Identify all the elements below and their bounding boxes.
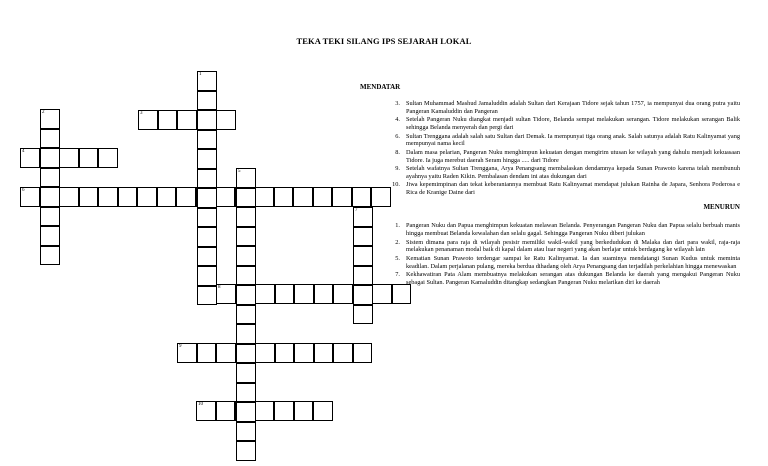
clue-text: Sistem dimana para raja di wilayah pesisir memiliki wakil-wakil yang berkedudukan di Malaka dan dari para wakil, raja-raja melakukan penanaman modal baik di kapal dalam atau luar negeri yang akan berlajar untuk berdagang ke wilayah lain xyxy=(406,238,740,254)
grid-cell[interactable] xyxy=(176,187,196,207)
clue-text: Kekhawatiran Pata Alam membuatnya melakukan serangan atas dukungan Belanda ke daerah yang mengakui Pangeran Nuku sebagai Sultan. Pangeran Kamaluddin ditangkap sedangkan Pangeran Nuku melarikan diri ke daerah xyxy=(406,271,740,287)
grid-cell[interactable] xyxy=(40,187,60,207)
grid-cell[interactable] xyxy=(98,187,118,207)
mendatar-heading: MENDATAR xyxy=(360,83,401,91)
grid-cell[interactable] xyxy=(294,343,314,363)
clue-text: Sultan Muhammad Mashud Jamaluddin adalah Sultan dari Kerajaan Tidore sejak tahun 1757, ia mempunyai dua orang putra yaitu Pangeran Kamaluddin dan Pangeran xyxy=(406,99,740,115)
grid-cell[interactable] xyxy=(294,284,314,304)
grid-cell[interactable] xyxy=(275,284,295,304)
clue-text: Dalam masa pelarian, Pangeran Nuku menghimpun kekuatan dengan mengirim utusan ke wilayah yang dahulu menjadi kekuasaan Tidore. Ia juga merebut daerah Seram hingga ..... dari Tidore xyxy=(406,148,740,164)
grid-cell[interactable] xyxy=(215,187,235,207)
clue-number: 4. xyxy=(395,116,400,124)
clue-number: 5 xyxy=(238,169,241,174)
clue-number: 10. xyxy=(392,181,400,189)
grid-cell[interactable] xyxy=(236,422,256,442)
clue-number: 2 xyxy=(42,110,45,115)
grid-cell[interactable] xyxy=(236,266,256,286)
clue-item xyxy=(360,165,740,181)
grid-cell[interactable] xyxy=(236,305,256,325)
clue-number: 6 xyxy=(22,188,25,193)
grid-cell[interactable] xyxy=(20,187,40,207)
clue-number: 8 xyxy=(218,285,221,290)
clue-text: Jiwa kepemimpinan dan tekat keberaniannya membuat Ratu Kalinyamat mendapat julukan Rainha de Japara, Senhora Poderosa e Rica de Kranige Daine dari xyxy=(406,181,740,197)
clue-number: 6. xyxy=(395,132,400,140)
grid-cell[interactable] xyxy=(157,187,177,207)
grid-cell[interactable] xyxy=(236,324,256,344)
clue-number: 7. xyxy=(395,271,400,279)
grid-cell[interactable] xyxy=(197,149,217,169)
grid-cell[interactable] xyxy=(158,110,178,130)
grid-cell[interactable] xyxy=(197,169,217,189)
grid-cell[interactable] xyxy=(216,110,236,130)
page-title: TEKA TEKI SILANG IPS SEJARAH LOKAL xyxy=(296,36,472,46)
grid-cell[interactable] xyxy=(137,187,157,207)
grid-cell[interactable] xyxy=(79,148,99,168)
grid-cell[interactable] xyxy=(255,401,275,421)
grid-cell[interactable] xyxy=(236,188,256,208)
grid-cell[interactable] xyxy=(197,247,217,267)
grid-cell[interactable] xyxy=(274,401,294,421)
clue-text: Setelah Pangeran Nuku diangkat menjadi sultan Tidore, Belanda sempat melakukan serangan. Tidore melakukan serangan Balik sehingga Belanda menyerah dan pergi dari xyxy=(406,116,740,132)
grid-cell[interactable] xyxy=(118,187,138,207)
clue-number: 9 xyxy=(179,344,182,349)
clue-item xyxy=(360,271,740,287)
clue-item xyxy=(360,222,740,238)
clue-item xyxy=(360,133,740,149)
grid-cell[interactable] xyxy=(20,148,40,168)
grid-cell[interactable] xyxy=(40,246,60,266)
clue-number: 7 xyxy=(355,208,358,213)
clue-item xyxy=(360,116,740,132)
grid-cell[interactable] xyxy=(40,129,60,149)
clue-number: 2. xyxy=(395,238,400,246)
grid-cell[interactable] xyxy=(275,343,295,363)
grid-cell[interactable] xyxy=(294,401,314,421)
grid-cell[interactable] xyxy=(255,284,275,304)
grid-cell[interactable] xyxy=(177,110,197,130)
clue-number: 4 xyxy=(22,149,25,154)
grid-cell[interactable] xyxy=(197,71,217,91)
menurun-clues xyxy=(360,222,740,287)
grid-cell[interactable] xyxy=(314,343,334,363)
grid-cell[interactable] xyxy=(353,285,373,305)
grid-cell[interactable] xyxy=(197,286,217,306)
clue-item xyxy=(360,181,740,197)
clue-number: 3. xyxy=(395,99,400,107)
grid-cell[interactable] xyxy=(236,168,256,188)
grid-cell[interactable] xyxy=(79,187,99,207)
grid-cell[interactable] xyxy=(274,187,294,207)
grid-cell[interactable] xyxy=(313,401,333,421)
grid-cell[interactable] xyxy=(197,208,217,228)
grid-cell[interactable] xyxy=(138,110,158,130)
grid-cell[interactable] xyxy=(236,363,256,383)
grid-cell[interactable] xyxy=(236,441,256,461)
grid-cell[interactable] xyxy=(236,227,256,247)
grid-cell[interactable] xyxy=(313,187,333,207)
grid-cell[interactable] xyxy=(40,207,60,227)
clue-number: 3 xyxy=(140,111,143,116)
grid-cell[interactable] xyxy=(236,344,256,364)
grid-cell[interactable] xyxy=(196,401,216,421)
grid-cell[interactable] xyxy=(59,187,79,207)
grid-cell[interactable] xyxy=(333,343,353,363)
grid-cell[interactable] xyxy=(177,343,197,363)
grid-cell[interactable] xyxy=(197,343,217,363)
clue-item xyxy=(360,255,740,271)
grid-cell[interactable] xyxy=(293,187,313,207)
grid-cell[interactable] xyxy=(216,343,236,363)
grid-cell[interactable] xyxy=(236,402,256,422)
grid-cell[interactable] xyxy=(236,246,256,266)
clue-item xyxy=(360,149,740,165)
grid-cell[interactable] xyxy=(236,285,256,305)
clue-number: 8. xyxy=(395,148,400,156)
grid-cell[interactable] xyxy=(314,284,334,304)
grid-cell[interactable] xyxy=(353,305,373,325)
clue-text: Pangeran Nuku dan Papua menghimpun kekuatan melawan Belanda. Penyerangan Pangeran Nuku dan Papua selalu berbuah manis hingga membuat Belanda kewalahan dan selalu gagal. Sehingga Pangeran Nuku diberi julukan xyxy=(406,222,740,238)
grid-cell[interactable] xyxy=(197,188,217,208)
clue-text: Setelah wafatnya Sultan Trenggana, Arya Penangsang membalaskan dendamnya kepada Sunan Prawoto karena telah membunuh ayahnya yaitu Raden Kikin. Pembalasan dendam ini atas dukungan dari xyxy=(406,165,740,181)
grid-cell[interactable] xyxy=(197,266,217,286)
grid-cell[interactable] xyxy=(197,130,217,150)
clue-list xyxy=(360,84,740,287)
grid-cell[interactable] xyxy=(353,343,373,363)
grid-cell[interactable] xyxy=(216,401,236,421)
clue-number: 5. xyxy=(395,254,400,262)
grid-cell[interactable] xyxy=(255,343,275,363)
grid-cell[interactable] xyxy=(40,168,60,188)
grid-cell[interactable] xyxy=(197,110,217,130)
mendatar-clues xyxy=(360,100,740,197)
clue-number: 1. xyxy=(395,222,400,230)
clue-number: 9. xyxy=(395,165,400,173)
clue-item xyxy=(360,239,740,255)
menurun-heading: MENURUN xyxy=(703,203,740,212)
grid-cell[interactable] xyxy=(236,383,256,403)
clue-item xyxy=(360,100,740,116)
grid-cell[interactable] xyxy=(332,187,352,207)
grid-cell[interactable] xyxy=(254,187,274,207)
grid-cell[interactable] xyxy=(197,91,217,111)
grid-cell[interactable] xyxy=(236,207,256,227)
grid-cell[interactable] xyxy=(216,284,236,304)
grid-cell[interactable] xyxy=(333,284,353,304)
grid-cell[interactable] xyxy=(40,148,60,168)
clue-number: 1 xyxy=(199,72,202,77)
grid-cell[interactable] xyxy=(98,148,118,168)
grid-cell[interactable] xyxy=(197,227,217,247)
clue-text: Sultan Trenggana adalah salah satu Sultan dari Demak. Ia mempunyai tiga orang anak. Salah satunya adalah Ratu Kalinyamat yang mempunyai nama kecil xyxy=(406,132,740,148)
grid-cell[interactable] xyxy=(59,148,79,168)
grid-cell[interactable] xyxy=(40,226,60,246)
clue-number: 10 xyxy=(198,402,203,407)
clue-text: Kematian Sunan Prawoto terdengar sampai ke Ratu Kalinyamat. Ia dan suaminya mendatangi Sunan Kudus untuk meminta keadilan. Dalam perjalanan pulang, mereka berdua dihadang oleh Arya Penangsang dan terjadilah perkelahian hingga menewaskan xyxy=(406,254,740,270)
grid-cell[interactable] xyxy=(40,109,60,129)
